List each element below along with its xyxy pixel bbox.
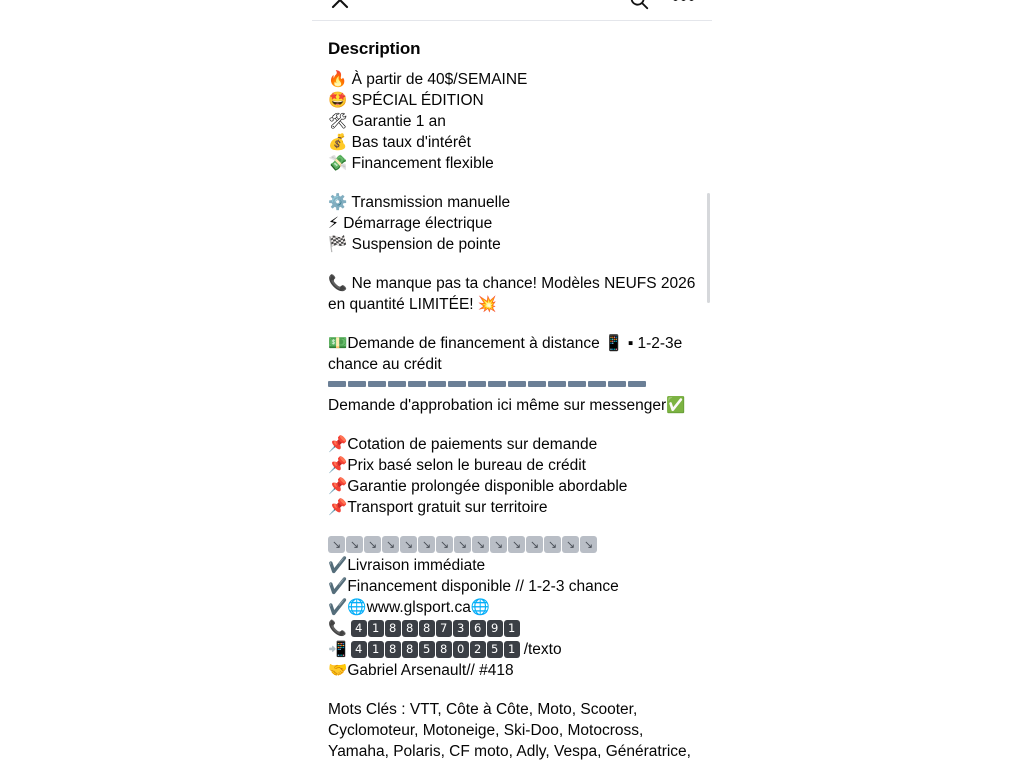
arrow-down-right-icon: ↘ — [508, 536, 525, 553]
list-item — [328, 153, 696, 174]
list-item-label: Transmission manuelle — [351, 194, 511, 211]
fire-icon: 🔥 — [328, 70, 348, 88]
phone-number-1-digits — [351, 620, 520, 637]
check-mark-button-icon: ✅ — [666, 396, 686, 414]
list-item — [328, 90, 696, 111]
handshake-icon: 🤝 — [328, 661, 348, 679]
tools-icon: 🛠 — [328, 112, 348, 130]
phone-number-1[interactable] — [328, 618, 696, 639]
lightning-icon: ⚡ — [328, 214, 339, 232]
arrow-down-right-icon: ↘ — [346, 536, 363, 553]
top-bar — [312, 0, 712, 21]
separator-bar — [328, 381, 696, 387]
digit: 8 — [419, 620, 435, 637]
telephone-icon: 📞 — [328, 619, 347, 637]
digit: 8 — [402, 620, 418, 637]
arrow-down-right-icon: ↘ — [562, 536, 579, 553]
digit: 8 — [402, 641, 418, 658]
arrow-down-right-icon: ↘ — [400, 536, 417, 553]
money-bag-icon: 💰 — [328, 133, 348, 151]
financing-text — [328, 333, 696, 375]
pushpin-icon: 📌 — [328, 498, 348, 516]
promo-text — [328, 273, 700, 315]
digit: 2 — [470, 641, 486, 658]
list-item — [328, 476, 696, 497]
arrow-down-right-icon: ↘ — [490, 536, 507, 553]
digit: 5 — [487, 641, 503, 658]
list-item-label: Prix basé selon le bureau de crédit — [347, 457, 586, 474]
dollar-banknote-icon: 💵 — [328, 334, 348, 352]
pushpin-icon: 📌 — [328, 456, 348, 474]
list-item — [328, 455, 696, 476]
page-title: Description — [328, 39, 421, 58]
list-item-label: Démarrage électrique — [343, 215, 493, 232]
digit: 8 — [436, 641, 452, 658]
phone-number-2[interactable] — [328, 639, 696, 660]
overflow-menu-icon[interactable] — [673, 0, 694, 1]
arrow-down-right-icon: ↘ — [364, 536, 381, 553]
phone-number-2-digits — [351, 641, 520, 658]
promo-label: Ne manque pas ta chance! Modèles NEUFS 2026 en quantité LIMITÉE! 💥 — [328, 275, 700, 313]
list-item — [328, 576, 696, 597]
arrow-down-right-icon: ↘ — [382, 536, 399, 553]
features-group-1 — [328, 69, 696, 174]
digit: 1 — [368, 620, 384, 637]
list-item-label: Garantie 1 an — [352, 113, 446, 130]
contact-group — [328, 536, 696, 681]
list-item-label: Livraison immédiate — [347, 557, 486, 574]
list-item-label: SPÉCIAL ÉDITION — [351, 92, 484, 109]
digit: 8 — [385, 620, 401, 637]
phone-viewport — [312, 0, 712, 768]
arrow-down-right-icon: ↘ — [418, 536, 435, 553]
digit: 7 — [436, 620, 452, 637]
messenger-approval-text — [328, 395, 696, 416]
digit: 1 — [368, 641, 384, 658]
financing-group — [328, 333, 696, 416]
digit: 4 — [351, 620, 367, 637]
agent-line — [328, 660, 696, 681]
check-mark-icon: ✔️ — [328, 577, 348, 595]
mobile-phone-arrow-icon: 📲 — [328, 640, 347, 658]
list-item — [328, 132, 696, 153]
digit: 1 — [504, 620, 520, 637]
messenger-approval-label: Demande d'approbation ici même sur messenger — [328, 397, 667, 414]
list-item — [328, 497, 696, 518]
list-item-label: Bas taux d'intérêt — [351, 134, 471, 151]
close-icon[interactable] — [328, 0, 352, 12]
check-mark-icon: ✔️ — [328, 598, 348, 616]
list-item — [328, 555, 696, 576]
agent-label: Gabriel Arsenault// #418 — [347, 662, 514, 679]
arrow-down-right-icon: ↘ — [472, 536, 489, 553]
website-url[interactable]: www.glsport.ca — [366, 599, 471, 616]
digit: 8 — [385, 641, 401, 658]
arrow-down-right-icon: ↘ — [544, 536, 561, 553]
gear-icon: ⚙️ — [328, 193, 348, 211]
list-item — [328, 213, 696, 234]
telephone-icon: 📞 — [328, 274, 348, 292]
arrow-down-right-icon: ↘ — [436, 536, 453, 553]
globe-icon: 🌐 — [347, 598, 367, 616]
arrow-down-right-icon: ↘ — [454, 536, 471, 553]
digit: 4 — [351, 641, 367, 658]
scrollbar[interactable] — [707, 193, 710, 303]
website-line — [328, 597, 696, 618]
pushpin-icon: 📌 — [328, 477, 348, 495]
list-item-label: À partir de 40$/SEMAINE — [351, 71, 528, 88]
list-item-label: Transport gratuit sur territoire — [347, 499, 548, 516]
features-group-5 — [328, 434, 696, 518]
arrow-down-right-icon: ↘ — [526, 536, 543, 553]
features-group-2 — [328, 192, 696, 255]
arrow-divider — [328, 536, 696, 553]
digit: 5 — [419, 641, 435, 658]
list-item — [328, 234, 696, 255]
financing-label: Demande de financement à distance 📱 ▪ 1-2-3e chance au crédit — [328, 335, 687, 373]
list-item — [328, 69, 696, 90]
list-item — [328, 192, 696, 213]
globe-icon: 🌐 — [470, 598, 491, 616]
keywords-text: Mots Clés : VTT, Côte à Côte, Moto, Scooter, Cyclomoteur, Motoneige, Ski-Doo, Motocross, Yamaha, Polaris, CF moto, Adly, Vespa, Génératrice, — [328, 701, 691, 760]
list-item-label: Financement disponible // 1-2-3 chance — [347, 578, 619, 595]
list-item-label: Garantie prolongée disponible abordable — [347, 478, 628, 495]
digit: 6 — [470, 620, 486, 637]
list-item — [328, 111, 696, 132]
list-item-label: Suspension de pointe — [351, 236, 501, 253]
star-struck-icon: 🤩 — [328, 91, 348, 109]
money-wings-icon: 💸 — [328, 154, 348, 172]
list-item-label: Financement flexible — [351, 155, 494, 172]
digit: 1 — [504, 641, 520, 658]
arrow-down-right-icon: ↘ — [580, 536, 597, 553]
digit: 0 — [453, 641, 469, 658]
checkered-flag-icon: 🏁 — [328, 235, 348, 253]
features-group-3 — [328, 273, 700, 315]
list-item-label: Cotation de paiements sur demande — [347, 436, 598, 453]
pushpin-icon: 📌 — [328, 435, 348, 453]
check-mark-icon: ✔️ — [328, 556, 348, 574]
list-item — [328, 434, 696, 455]
phone-number-2-suffix: /texto — [523, 641, 562, 658]
search-icon[interactable] — [628, 0, 650, 11]
digit: 3 — [453, 620, 469, 637]
digit: 9 — [487, 620, 503, 637]
description-panel — [312, 21, 712, 762]
arrow-down-right-icon: ↘ — [328, 536, 345, 553]
